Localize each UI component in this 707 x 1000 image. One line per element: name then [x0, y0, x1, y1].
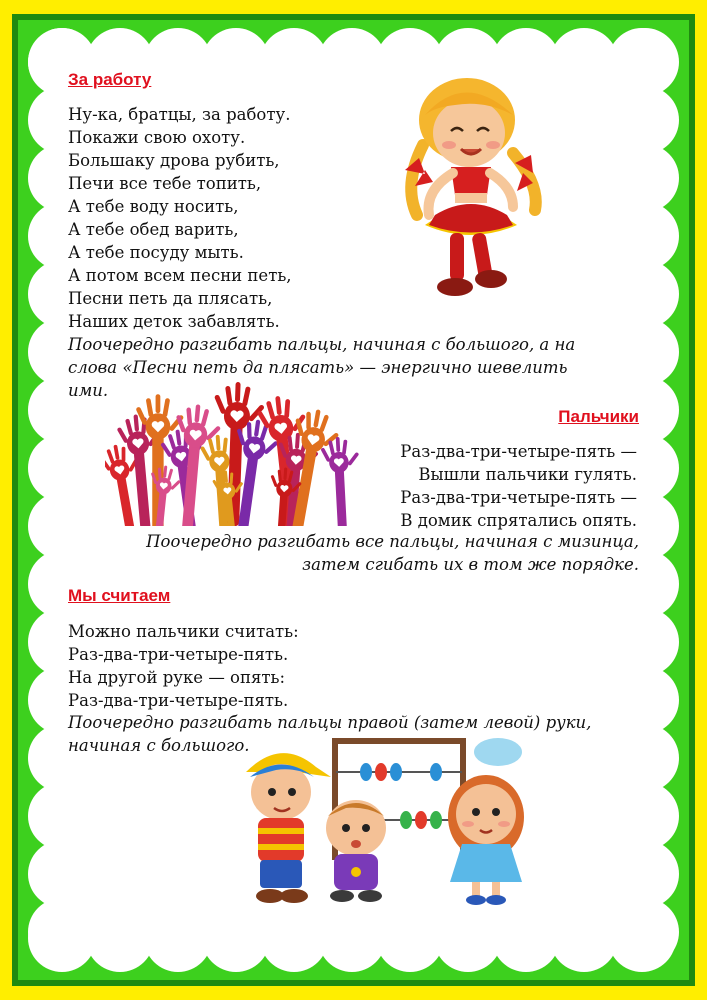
poem-line: Раз-два-три-четыре-пять.: [68, 691, 289, 710]
poem-line: Покажи свою охоту.: [68, 128, 246, 147]
poem-my-schitaem: [68, 620, 299, 712]
poem-line: Раз-два-три-четыре-пять —: [400, 488, 637, 507]
heading-my-schitaem: Мы считаем: [68, 586, 171, 605]
poem-line: В домик спрятались опять.: [400, 511, 637, 530]
poem-palchiki: [400, 440, 637, 532]
poem-line: Ну-ка, братцы, за работу.: [68, 105, 291, 124]
girl-illustration: [395, 75, 555, 315]
hands-illustration: [105, 378, 365, 526]
instruction-line: слова «Песни петь да плясать» — энергично шевелить: [68, 358, 568, 377]
heading-za-rabotu: За работу: [68, 70, 152, 89]
instruction-palchiki: [146, 530, 639, 576]
poem-line: А тебе посуду мыть.: [68, 243, 244, 262]
poem-line: А тебе воду носить,: [68, 197, 239, 216]
instruction-line: начиная с большого.: [68, 736, 250, 755]
poem-line: А тебе обед варить,: [68, 220, 239, 239]
poem-line: Вышли пальчики гулять.: [418, 465, 637, 484]
poem-line: Наших деток забавлять.: [68, 312, 280, 331]
poem-line: Раз-два-три-четыре-пять.: [68, 645, 289, 664]
poem-line: А потом всем песни петь,: [68, 266, 292, 285]
instruction-line: Поочередно разгибать пальцы правой (затем левой) руки,: [68, 713, 592, 732]
poem-line: Песни петь да плясать,: [68, 289, 273, 308]
poem-line: Большаку дрова рубить,: [68, 151, 280, 170]
poem-za-rabotu: [68, 103, 292, 333]
heading-palchiki: Пальчики: [558, 407, 639, 426]
instruction-line: Поочередно разгибать пальцы, начиная с большого, а на: [68, 335, 576, 354]
instruction-line: Поочередно разгибать все пальцы, начиная с мизинца,: [146, 532, 639, 551]
poem-line: Раз-два-три-четыре-пять —: [400, 442, 637, 461]
poem-line: Печи все тебе топить,: [68, 174, 262, 193]
poem-line: На другой руке — опять:: [68, 668, 286, 687]
poem-line: Можно пальчики считать:: [68, 622, 299, 641]
instruction-line: затем сгибать их в том же порядке.: [302, 555, 639, 574]
kids-abacus-illustration: [236, 732, 566, 910]
instruction-line: ими.: [68, 381, 109, 400]
